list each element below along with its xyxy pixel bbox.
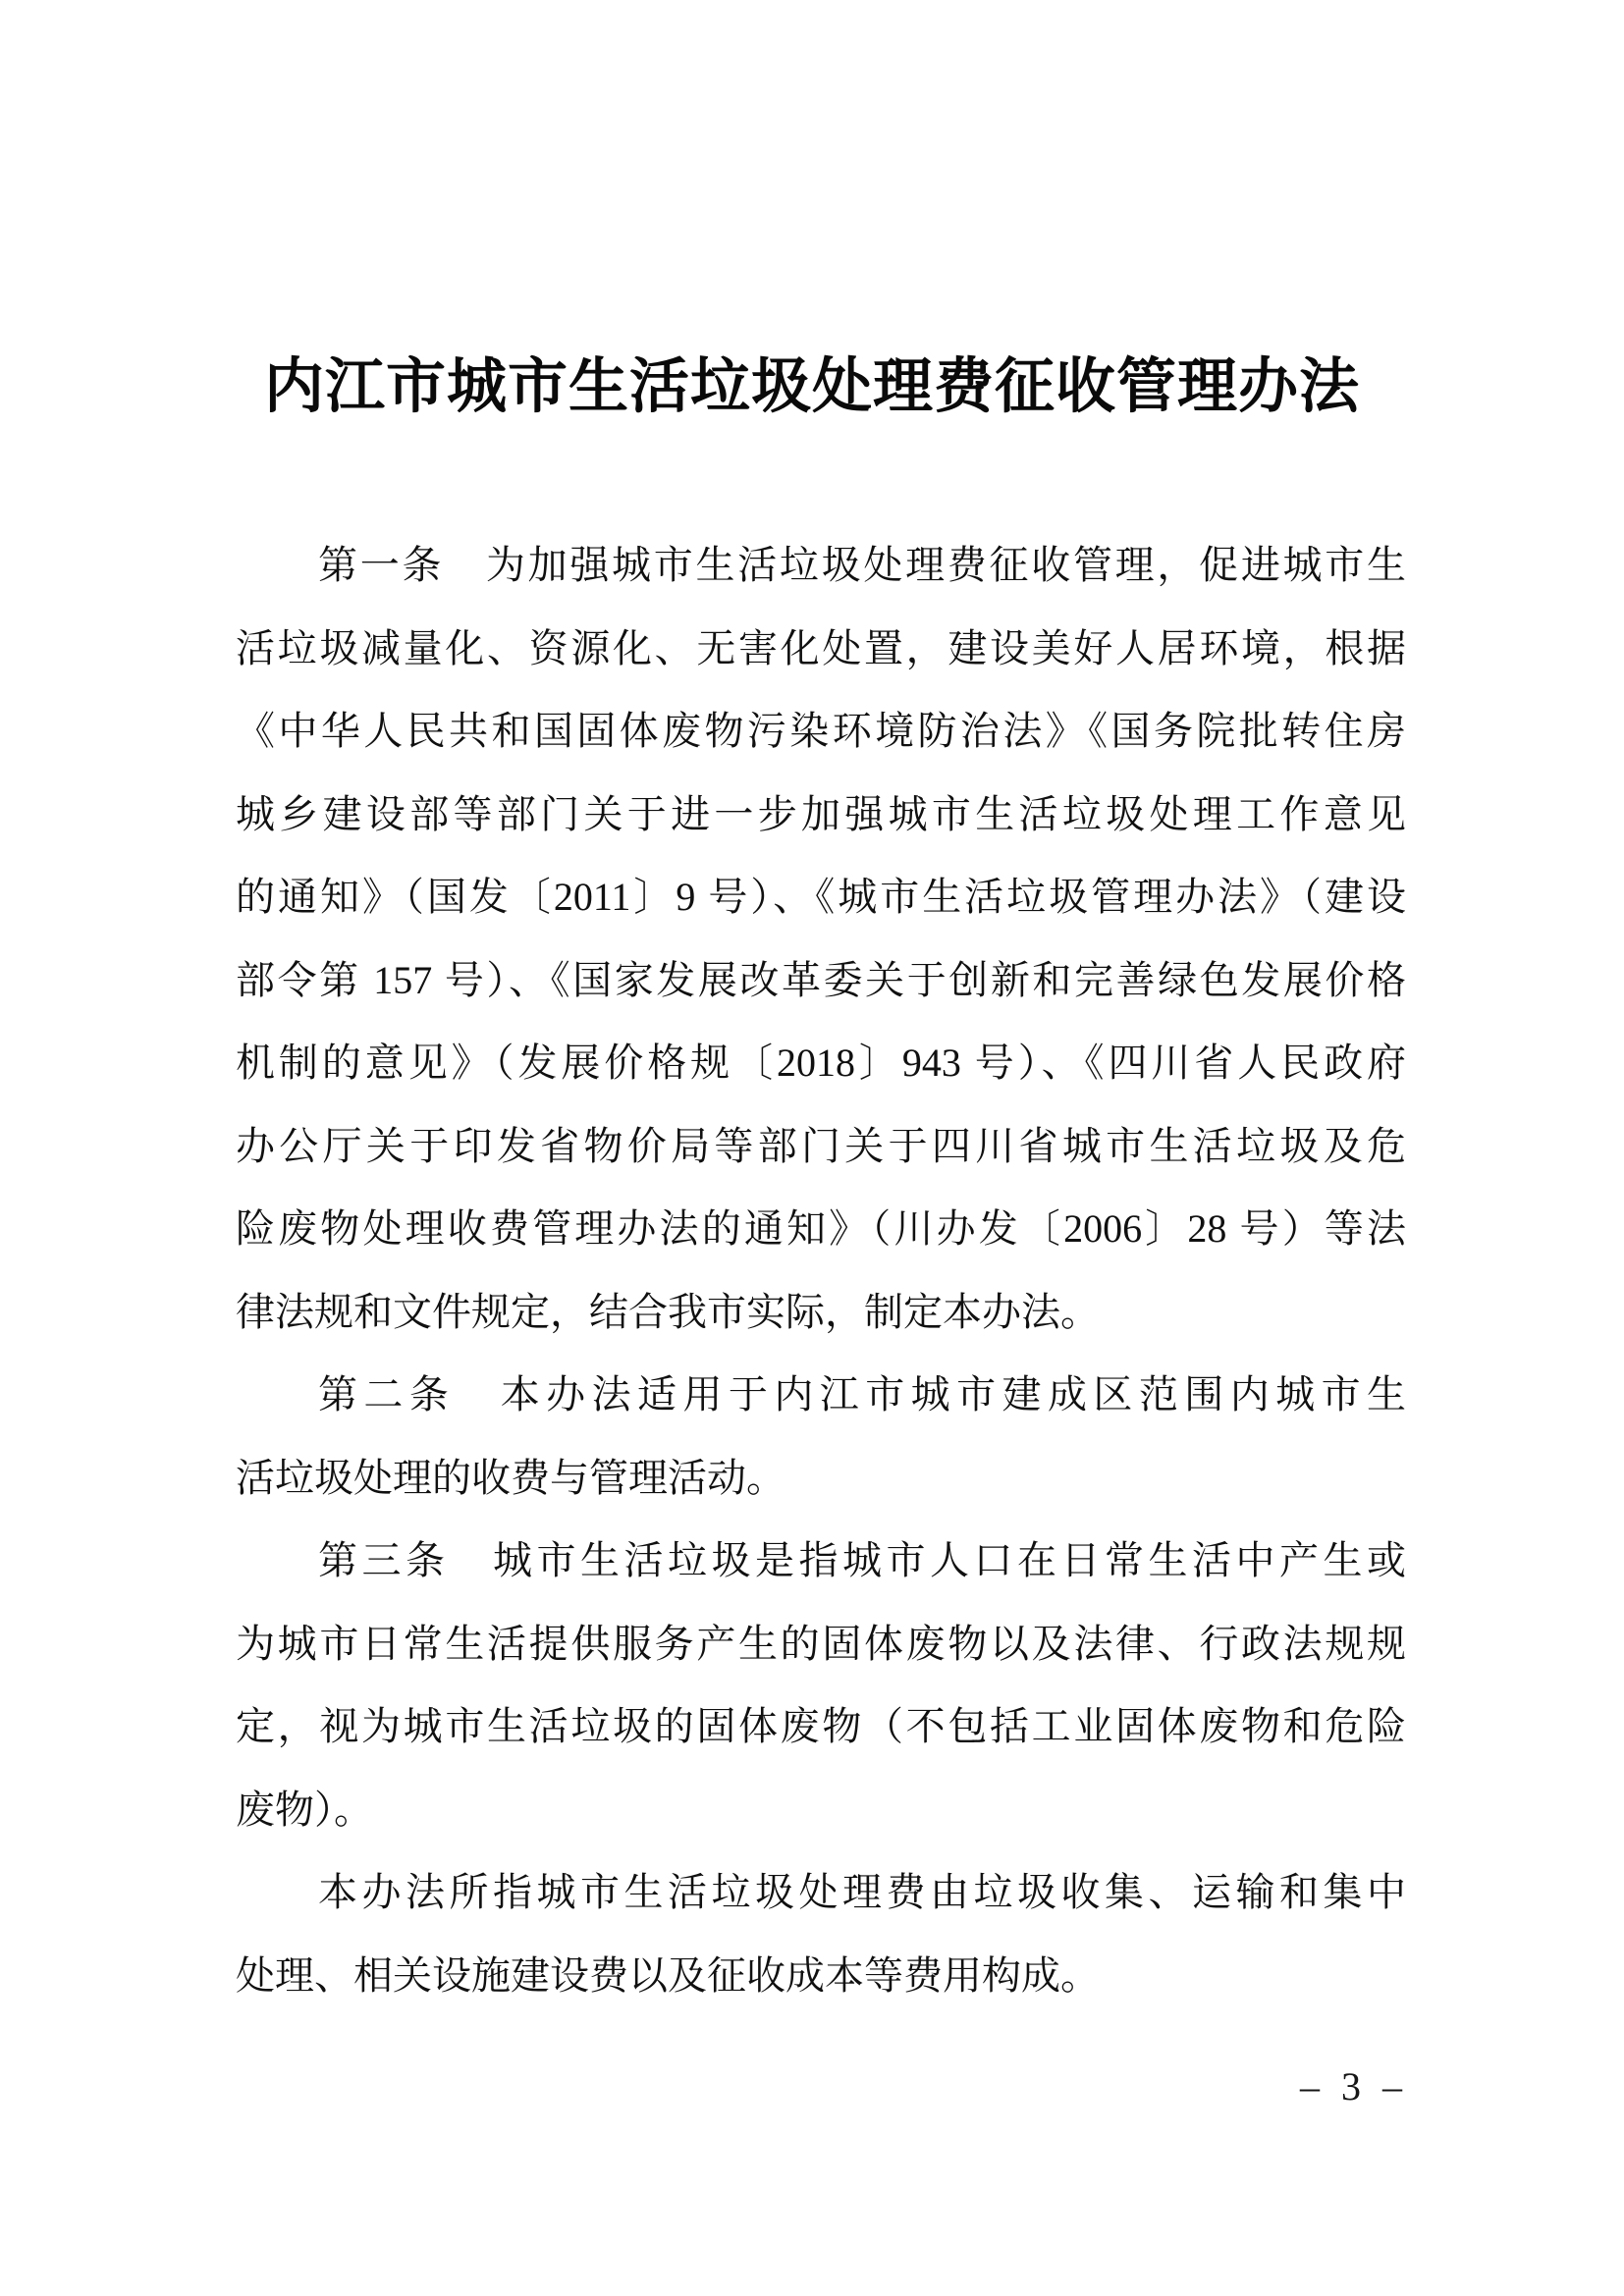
text-line: 险废物处理收费管理办法的通知》（川办发〔2006〕28 号）等法 xyxy=(236,1206,1406,1251)
text-line: 《中华人民共和国固体废物污染环境防治法》《国务院批转住房 xyxy=(236,709,1406,753)
text-line: 律法规和文件规定，结合我市实际，制定本办法。 xyxy=(236,1289,1100,1334)
text-line: 第三条 城市生活垃圾是指城市人口在日常生活中产生或 xyxy=(318,1538,1406,1582)
paragraph xyxy=(236,1520,1406,1851)
text-line: 处理、相关设施建设费以及征收成本等费用构成。 xyxy=(236,1952,1100,1998)
paragraph xyxy=(236,1851,1406,2017)
text-line: 的通知》（国发〔2011〕9 号）、《城市生活垃圾管理办法》（建设 xyxy=(236,875,1406,919)
text-line: 办公厅关于印发省物价局等部门关于四川省城市生活垃圾及危 xyxy=(236,1123,1406,1168)
paragraph xyxy=(236,524,1406,1354)
text-line: 机制的意见》（发展价格规〔2018〕943 号）、《四川省人民政府 xyxy=(236,1041,1406,1085)
text-line: 活垃圾减量化、资源化、无害化处置，建设美好人居环境，根据 xyxy=(236,625,1406,670)
paragraph xyxy=(236,1354,1406,1520)
text-line: 第一条 为加强城市生活垃圾处理费征收管理，促进城市生 xyxy=(318,543,1406,587)
text-line: 本办法所指城市生活垃圾处理费由垃圾收集、运输和集中 xyxy=(318,1870,1406,1914)
document-body xyxy=(236,524,1406,2017)
document-title: 内江市城市生活垃圾处理费征收管理办法 xyxy=(263,352,1360,419)
text-line: 活垃圾处理的收费与管理活动。 xyxy=(236,1455,785,1500)
text-line: 城乡建设部等部门关于进一步加强城市生活垃圾处理工作意见 xyxy=(236,791,1406,836)
page-number: – 3 – xyxy=(1300,2064,1408,2109)
text-line: 废物）。 xyxy=(236,1787,373,1832)
text-line: 定，视为城市生活垃圾的固体废物（不包括工业固体废物和危险 xyxy=(236,1704,1406,1748)
text-line: 部令第 157 号）、《国家发展改革委关于创新和完善绿色发展价格 xyxy=(236,957,1406,1002)
text-line: 第二条 本办法适用于内江市城市建成区范围内城市生 xyxy=(318,1372,1406,1416)
text-line: 为城市日常生活提供服务产生的固体废物以及法律、行政法规规 xyxy=(236,1621,1406,1666)
